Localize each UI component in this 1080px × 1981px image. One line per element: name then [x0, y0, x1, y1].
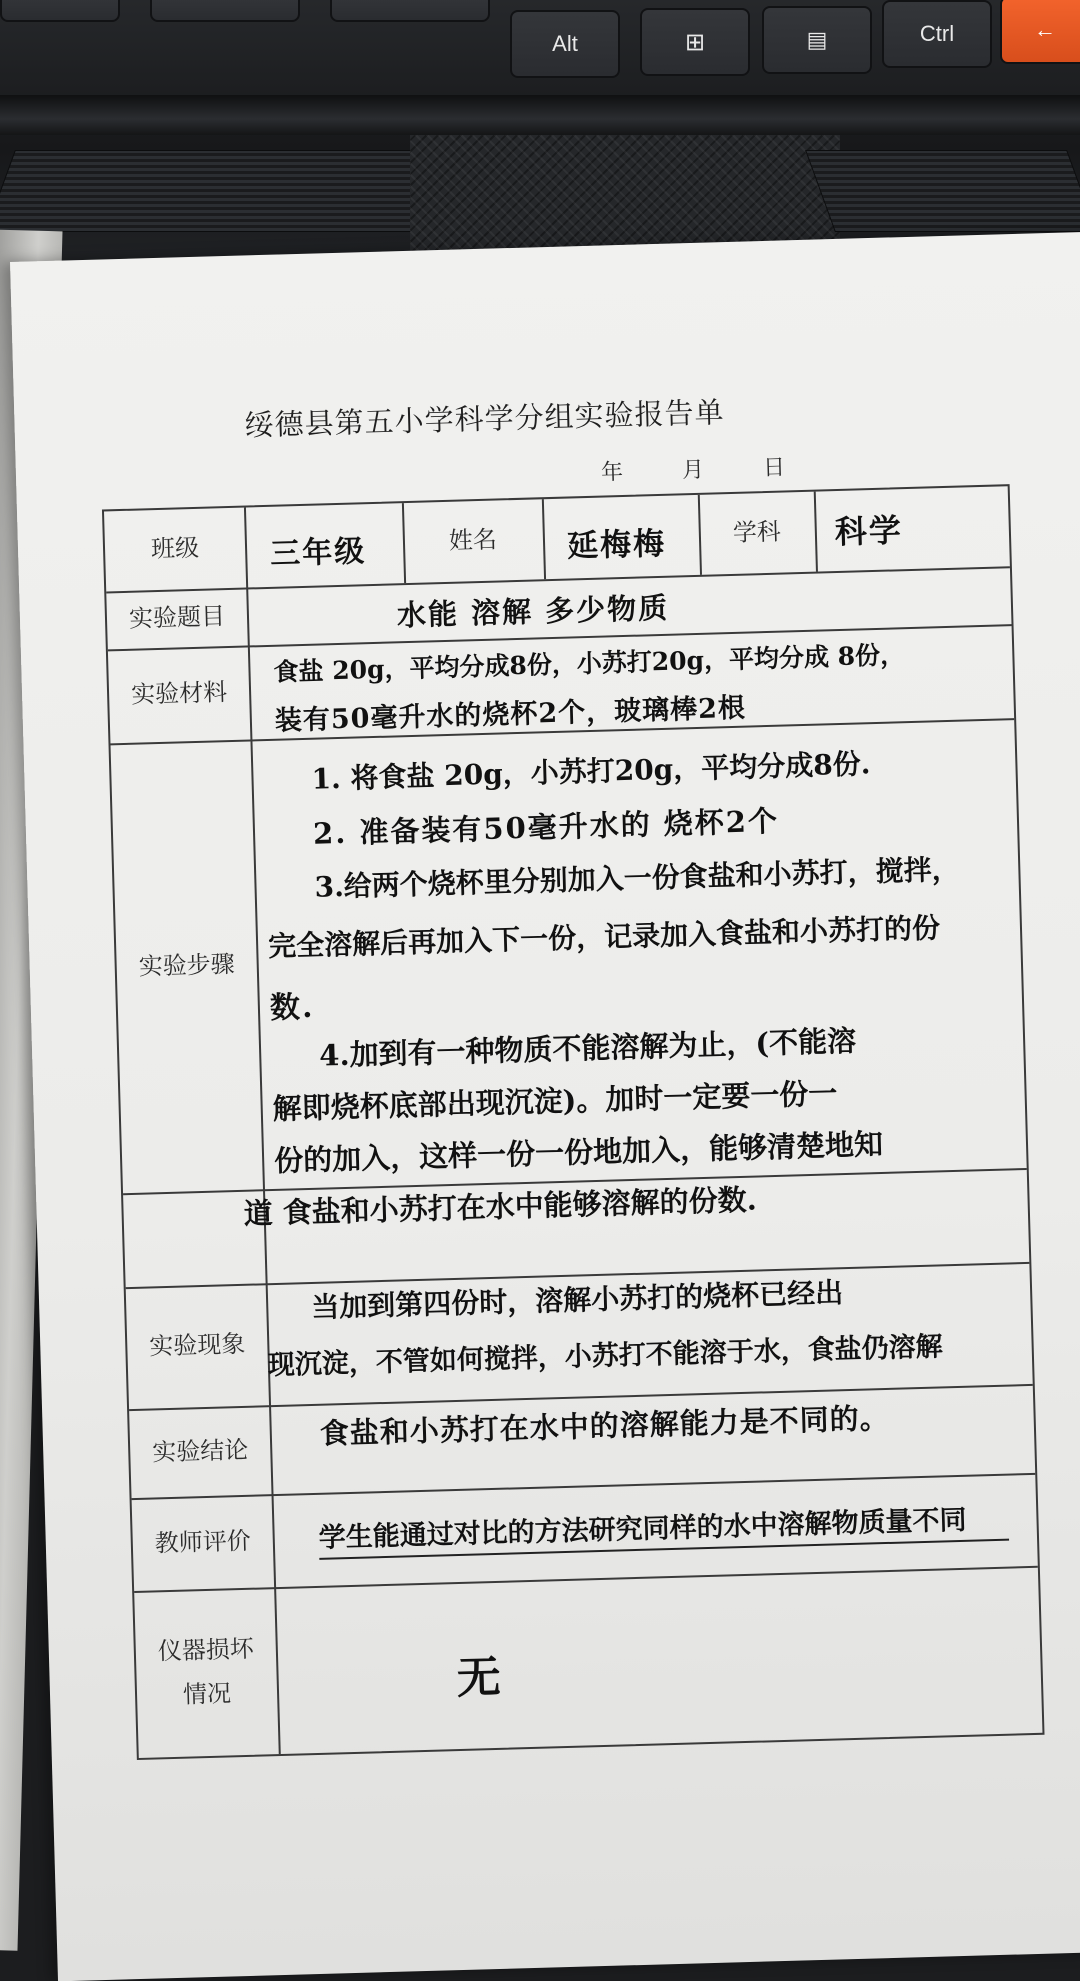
day-label: 日: [762, 455, 786, 482]
key: [330, 0, 490, 22]
step-line: 4.加到有一种物质不能溶解为止，(不能溶: [318, 1023, 857, 1073]
form-title: 绥德县第五小学科学分组实验报告单: [244, 395, 725, 443]
materials-line: 食盐 20g，平均分成8份，小苏打20g，平均分成 8份，: [273, 640, 906, 687]
materials-label: 实验材料: [130, 678, 228, 710]
damage-label-line: 仪器损坏: [157, 1635, 255, 1666]
back-arrow-icon: ←: [1034, 17, 1056, 42]
keyboard-grill: [805, 150, 1080, 232]
phenomenon-line: 当加到第四份时，溶解小苏打的烧杯已经出: [310, 1276, 844, 1324]
year-label: 年: [600, 459, 624, 486]
key: [150, 0, 300, 22]
step-line: 道 食盐和小苏打在水中能够溶解的份数.: [243, 1182, 758, 1231]
step-line: 解即烧杯底部出现沉淀)。加时一定要一份一: [272, 1076, 838, 1126]
ctrl-key: [882, 0, 992, 68]
report-table: [102, 484, 1045, 1760]
name-value: 延梅梅: [566, 525, 667, 565]
menu-icon: ▤: [806, 27, 828, 52]
topic-label: 实验题目: [128, 602, 226, 634]
damage-label-line: 情况: [182, 1678, 232, 1709]
phenomenon-line: 现沉淀，不管如何搅拌，小苏打不能溶于水，食盐仍溶解: [267, 1331, 944, 1382]
keyboard-ridge: [0, 95, 1080, 135]
report-sheet: [10, 231, 1080, 1981]
key: [0, 0, 120, 22]
phenomenon-label: 实验现象: [148, 1330, 246, 1361]
steps-label: 实验步骤: [138, 950, 236, 982]
date-row: [601, 449, 838, 487]
subject-value: 科学: [834, 511, 904, 552]
ctrl-key-label: Ctrl: [919, 21, 955, 46]
back-arrow-key: [1000, 0, 1080, 64]
alt-key: [510, 10, 620, 78]
windows-key: [640, 8, 750, 76]
alt-key-label: Alt: [552, 31, 578, 56]
subject-label: 学科: [732, 517, 782, 548]
windows-icon: ⊞: [684, 28, 706, 56]
step-line: 完全溶解后再加入下一份，记录加入食盐和小苏打的份: [267, 911, 941, 964]
menu-key: [762, 6, 872, 74]
damage-label: [134, 1587, 279, 1758]
step-line: 2. 准备装有50毫升水的 烧杯2个: [312, 803, 780, 851]
damage-value: 无: [456, 1651, 504, 1705]
evaluation-value: 学生能通过对比的方法研究同样的水中溶解物质量不同: [318, 1504, 967, 1554]
step-line: 3.给两个烧杯里分别加入一份食盐和小苏打，搅拌，: [314, 852, 961, 904]
keyboard: [0, 0, 1080, 270]
step-line: 1. 将食盐 20g，小苏打20g，平均分成8份.: [311, 747, 871, 796]
step-line: 份的加入，这样一份一份地加入，能够清楚地知: [273, 1126, 884, 1178]
name-label: 姓名: [448, 525, 498, 556]
topic-value: 水能 溶解 多少物质: [396, 590, 670, 633]
conclusion-label: 实验结论: [151, 1435, 249, 1467]
step-line: 数.: [269, 989, 315, 1027]
conclusion-value: 食盐和小苏打在水中的溶解能力是不同的。: [319, 1400, 891, 1451]
evaluation-label: 教师评价: [154, 1526, 252, 1558]
keyboard-texture: [410, 135, 840, 255]
class-value: 三年级: [269, 534, 367, 572]
keyboard-grill: [0, 150, 447, 232]
month-label: 月: [681, 457, 705, 484]
class-label: 班级: [150, 534, 200, 564]
materials-line: 装有50毫升水的烧杯2个，玻璃棒2根: [274, 692, 747, 737]
